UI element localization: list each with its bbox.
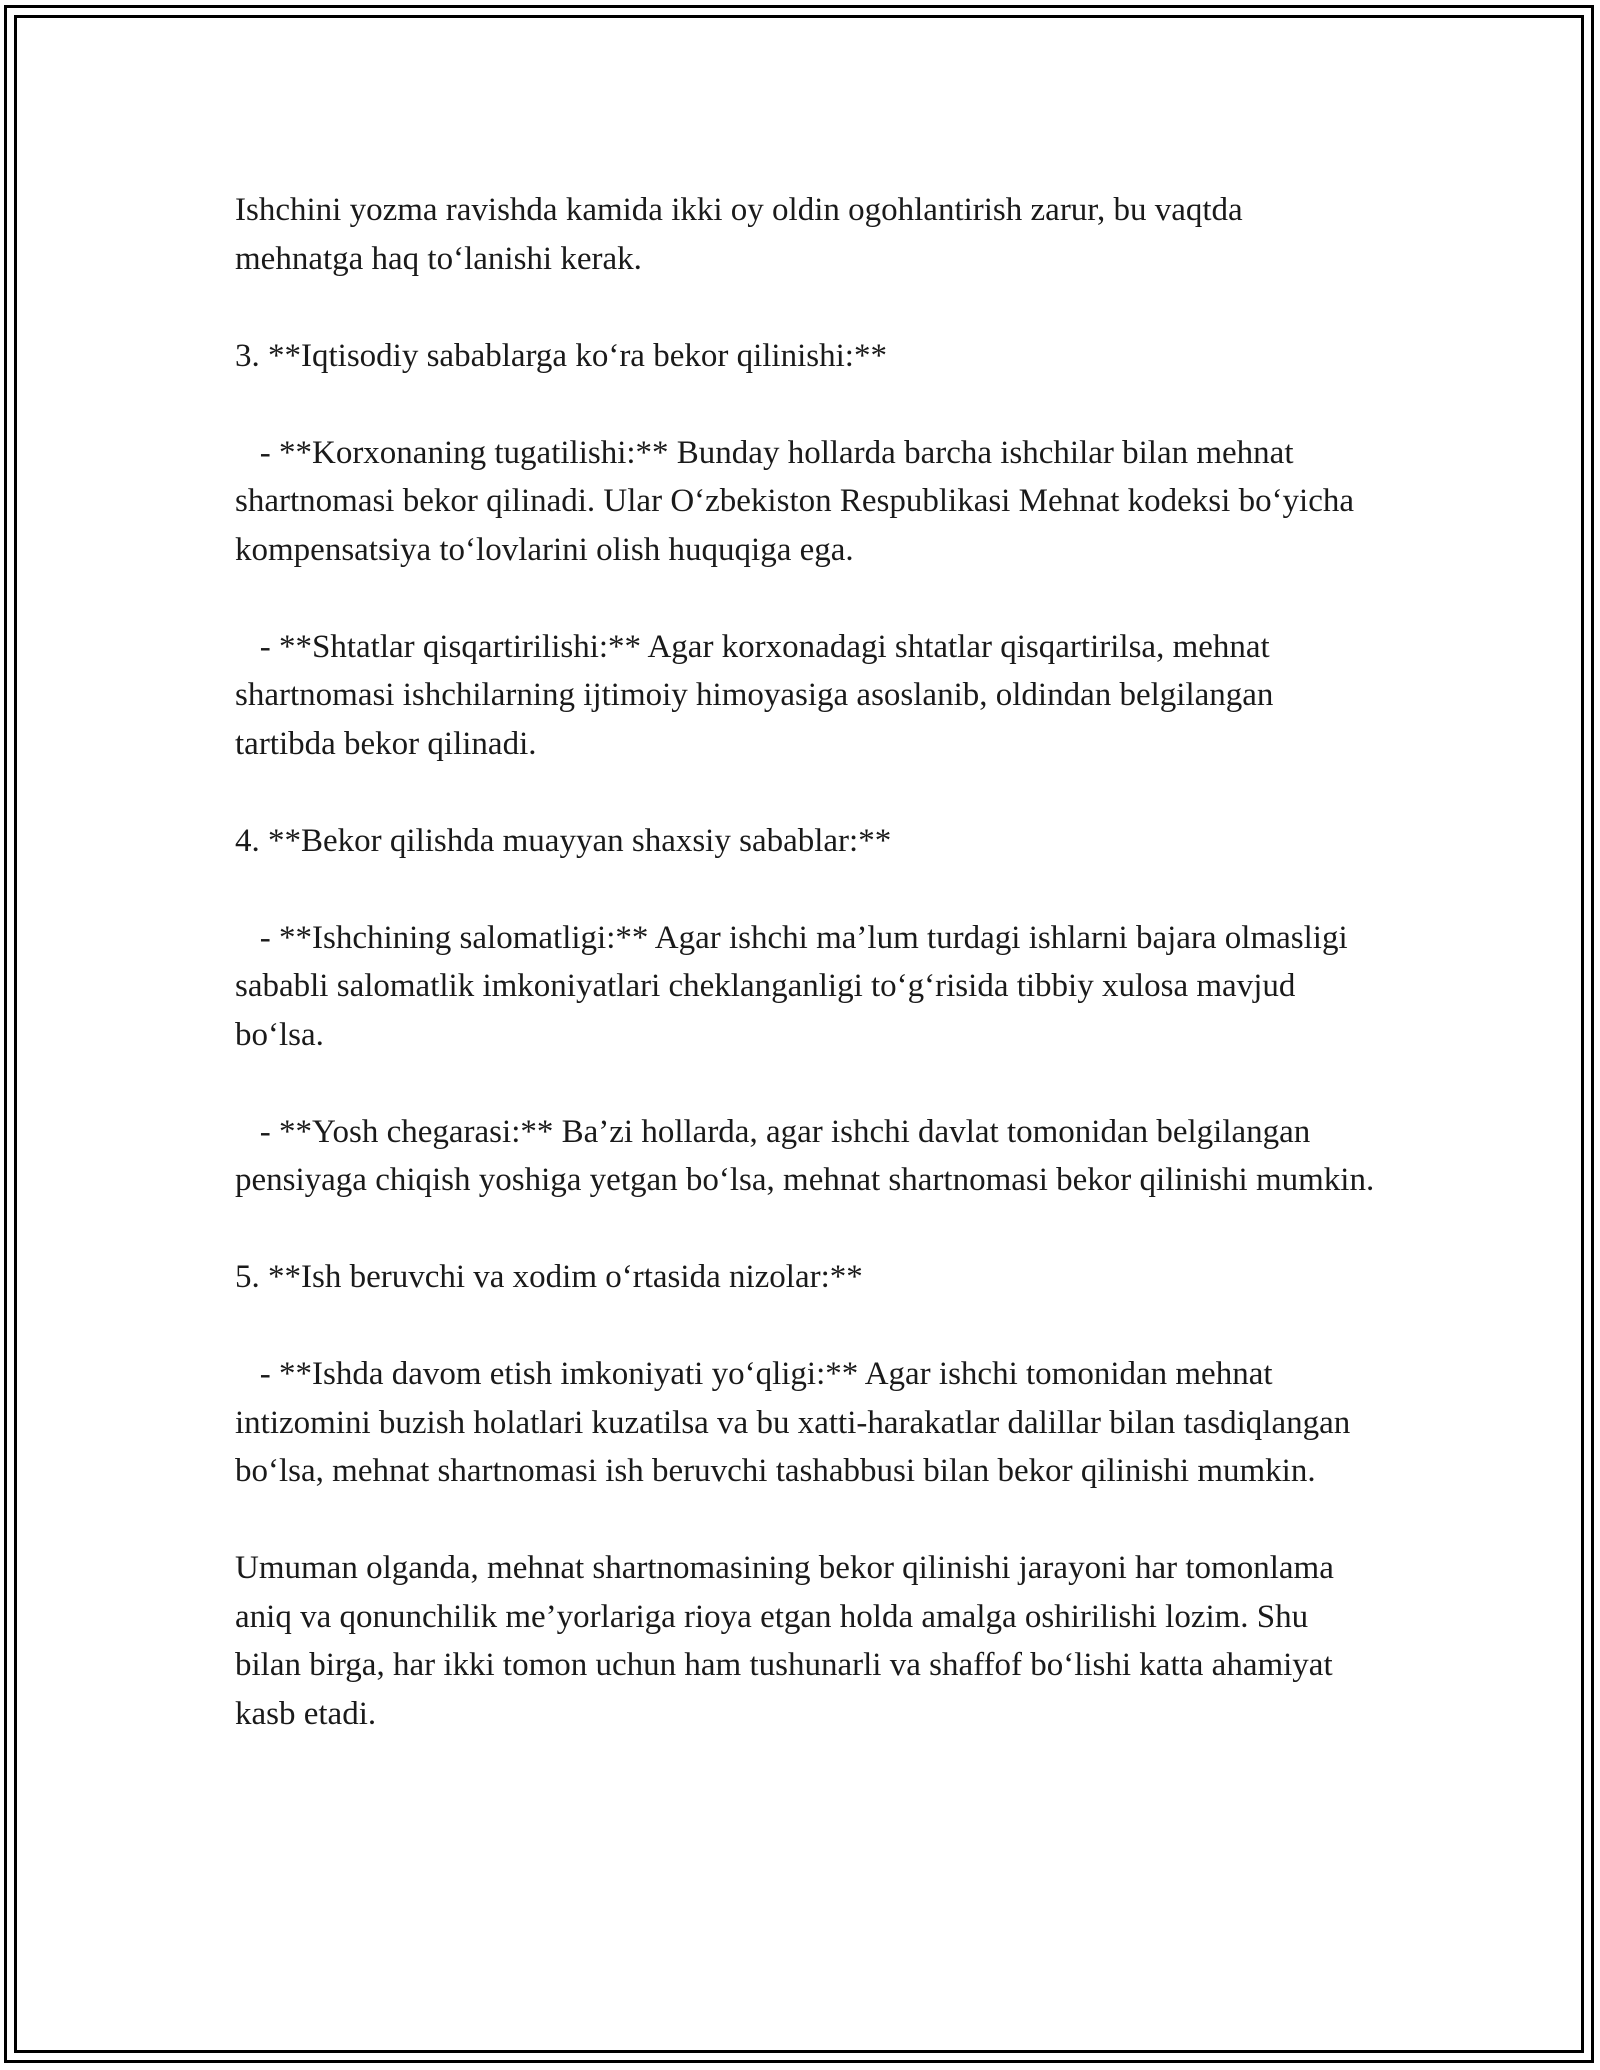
list-item-salomatlik: - **Ishchining salomatligi:** Agar ishchi ma’lum turdagi ishlarni bajara olmasligi sababli salomatlik imkoniyatlari cheklanganligi to‘g‘risida tibbiy xulosa mavjud bo‘lsa. (235, 919, 1356, 1053)
paragraph-intro: Ishchini yozma ravishda kamida ikki oy oldin ogohlantirish zarur, bu vaqtda mehnatga haq to‘lanishi kerak. (235, 192, 1251, 277)
document-body (235, 186, 1375, 1738)
paragraph-conclusion: Umuman olganda, mehnat shartnomasining bekor qilinishi jarayoni har tomonlama aniq va qonunchilik me’yorlariga rioya etgan holda amalga oshirilishi lozim. Shu bilan birga, har ikki tomon uchun ham tushunarli va shaffof bo‘lishi katta ahamiyat kasb etadi. (235, 1550, 1343, 1732)
section-heading-4: 4. **Bekor qilishda muayyan shaxsiy sabablar:** (235, 822, 892, 859)
list-item-ishda-davom: - **Ishda davom etish imkoniyati yo‘qligi:** Agar ishchi tomonidan mehnat intizomini buzish holatlari kuzatilsa va bu xatti-harakatlar dalillar bilan tasdiqlangan bo‘lsa, mehnat shartnomasi ish beruvchi tashabbusi bilan bekor qilinishi mumkin. (235, 1356, 1359, 1489)
section-heading-3: 3. **Iqtisodiy sabablarga ko‘ra bekor qilinishi:** (235, 337, 887, 374)
list-item-korxona: - **Korxonaning tugatilishi:** Bunday hollarda barcha ishchilar bilan mehnat shartnomasi bekor qilinadi. Ular O‘zbekiston Respublikasi Mehnat kodeksi bo‘yicha kompensatsiya to‘lovlarini olish huquqiga ega. (235, 434, 1363, 568)
list-item-shtatlar: - **Shtatlar qisqartirilishi:** Agar korxonadagi shtatlar qisqartirilsa, mehnat shartnomasi ishchilarning ijtimoiy himoyasiga asoslanib, oldindan belgilangan tartibda bekor qilinadi. (235, 628, 1282, 762)
list-item-yosh: - **Yosh chegarasi:** Ba’zi hollarda, agar ishchi davlat tomonidan belgilangan pensiyaga chiqish yoshiga yetgan bo‘lsa, mehnat shartnomasi bekor qilinishi mumkin. (235, 1113, 1375, 1198)
section-heading-5: 5. **Ish beruvchi va xodim o‘rtasida nizolar:** (235, 1259, 863, 1295)
